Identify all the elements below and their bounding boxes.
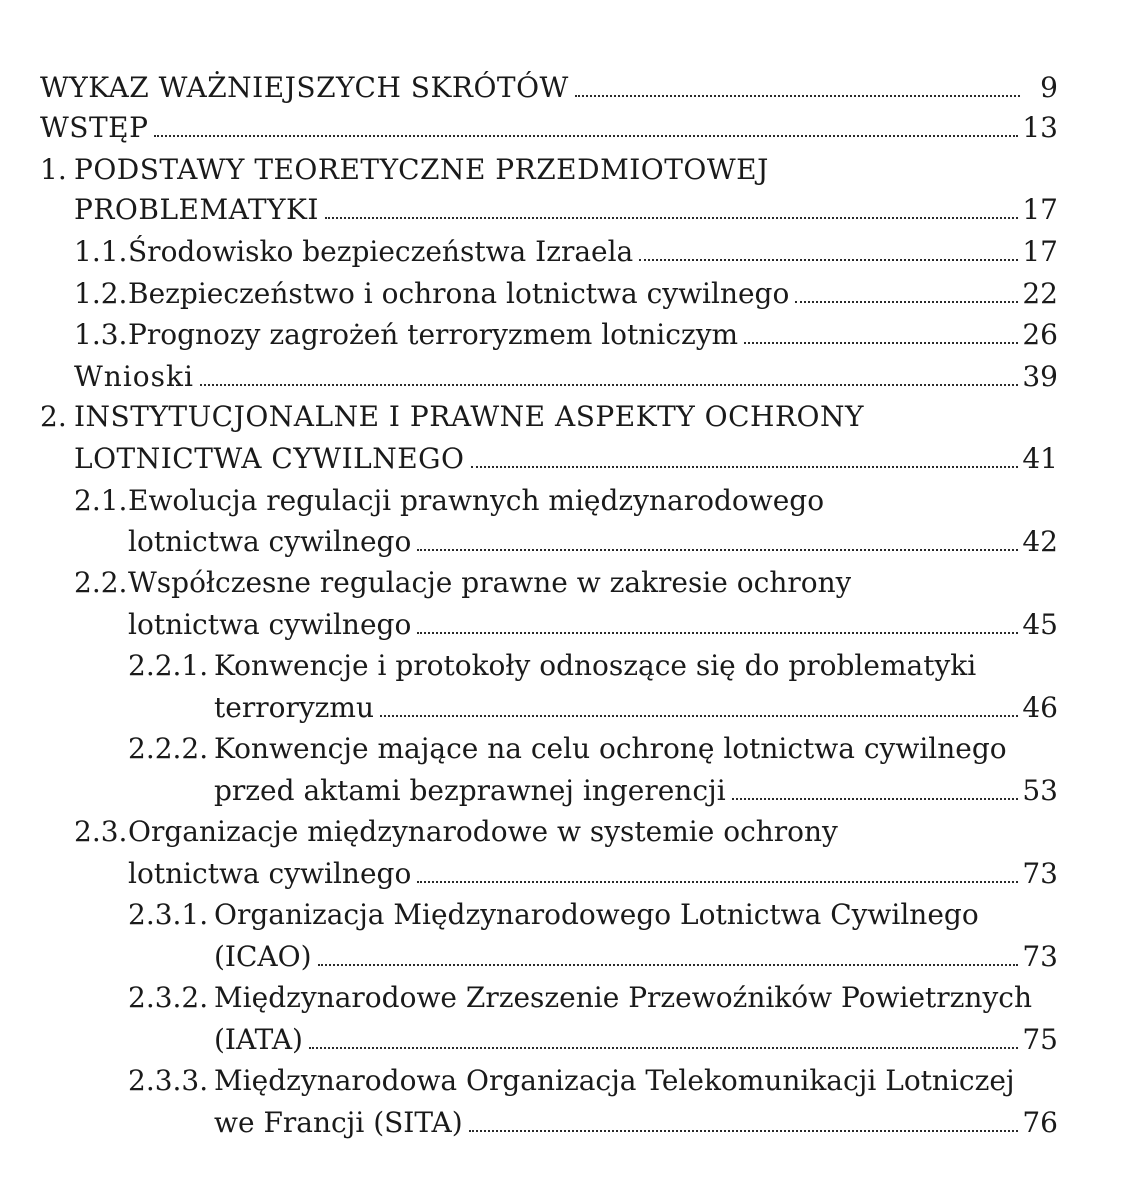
toc-entry-title-continued: (IATA)	[214, 1023, 303, 1056]
dot-leader	[744, 341, 1018, 344]
toc-entry-number: 2.3.1.	[128, 898, 209, 931]
dot-leader	[732, 797, 1019, 800]
toc-entry-title: Konwencje i protokoły odnoszące się do problematyki	[214, 649, 977, 682]
toc-subsection-2-2-1-line2[interactable]	[214, 688, 1058, 728]
toc-page-number: 73	[1022, 940, 1058, 973]
toc-page-number: 73	[1022, 857, 1058, 890]
toc-entry-title-continued: lotnictwa cywilnego	[128, 525, 412, 558]
toc-entry-title: Prognozy zagrożeń terroryzmem lotniczym	[128, 318, 739, 351]
toc-chapter-1-line1[interactable]	[40, 150, 1058, 190]
toc-chapter-2-line2[interactable]	[74, 439, 1058, 479]
dot-leader	[417, 548, 1018, 551]
toc-page-number: 26	[1022, 318, 1058, 351]
toc-entry-number: 2.2.	[74, 566, 128, 599]
toc-page-number: 13	[1022, 111, 1058, 144]
toc-entry-title: INSTYTUCJONALNE I PRAWNE ASPEKTY OCHRONY	[74, 400, 864, 433]
dot-leader	[200, 383, 1018, 386]
toc-subsection-2-3-1-line2[interactable]	[214, 937, 1058, 977]
toc-entry-title-continued: (ICAO)	[214, 940, 312, 973]
toc-page-number: 46	[1022, 691, 1058, 724]
dot-leader	[318, 963, 1019, 966]
toc-entry-title: PODSTAWY TEORETYCZNE PRZEDMIOTOWEJ	[74, 153, 769, 186]
toc-entry-title: Międzynarodowa Organizacja Telekomunikacji Lotniczej	[214, 1064, 1015, 1097]
toc-page-number: 9	[1040, 71, 1058, 104]
toc-page-number: 75	[1022, 1023, 1058, 1056]
toc-section-2-2-line2[interactable]	[128, 605, 1058, 645]
toc-entry-number: 2.3.	[74, 815, 128, 848]
toc-page-number: 42	[1022, 525, 1058, 558]
toc-entry-title: Środowisko bezpieczeństwa Izraela	[128, 235, 634, 268]
toc-entry-number: 2.2.1.	[128, 649, 209, 682]
toc-section-2-1-line1[interactable]	[74, 481, 1058, 521]
toc-section-1-2[interactable]	[74, 274, 1058, 314]
toc-page-number: 17	[1022, 235, 1058, 268]
toc-page-number: 41	[1022, 442, 1058, 475]
toc-entry-number: 2.1.	[74, 484, 128, 517]
toc-subsection-2-3-3-line1[interactable]	[128, 1061, 1058, 1101]
dot-leader	[380, 714, 1018, 717]
toc-page-number: 76	[1022, 1106, 1058, 1139]
dot-leader	[417, 631, 1018, 634]
dot-leader	[154, 134, 1018, 137]
toc-subsection-2-3-3-line2[interactable]	[214, 1103, 1058, 1143]
toc-subsection-2-3-2-line1[interactable]	[128, 978, 1058, 1018]
toc-section-2-1-line2[interactable]	[128, 522, 1058, 562]
toc-entry-title-continued: LOTNICTWA CYWILNEGO	[74, 442, 465, 475]
toc-page-number: 22	[1022, 277, 1058, 310]
toc-entry-number: 2.2.2.	[128, 732, 209, 765]
toc-entry-title: Wnioski	[74, 360, 194, 393]
toc-entry-title-continued: PROBLEMATYKI	[74, 193, 319, 226]
toc-entry-title: Organizacja Międzynarodowego Lotnictwa Cywilnego	[214, 898, 979, 931]
toc-section-1-3[interactable]	[74, 315, 1058, 355]
toc-subsection-2-2-2-line2[interactable]	[214, 771, 1058, 811]
toc-entry-number: 2.3.2.	[128, 981, 209, 1014]
toc-entry-title-continued: lotnictwa cywilnego	[128, 608, 412, 641]
dot-leader	[795, 300, 1018, 303]
toc-entry-number: 1.2.	[74, 277, 128, 310]
toc-entry-title-continued: lotnictwa cywilnego	[128, 857, 412, 890]
toc-entry-title-continued: przed aktami bezprawnej ingerencji	[214, 774, 726, 807]
toc-page-number: 39	[1022, 360, 1058, 393]
toc-chapter-1-line2[interactable]	[74, 190, 1058, 230]
toc-chapter-2-line1[interactable]	[40, 397, 1058, 437]
toc-entry-number: 2.3.3.	[128, 1064, 209, 1097]
toc-subsection-2-3-2-line2[interactable]	[214, 1020, 1058, 1060]
toc-section-2-3-line1[interactable]	[74, 812, 1058, 852]
toc-entry-number: 2.	[40, 400, 67, 433]
dot-leader	[309, 1046, 1018, 1049]
toc-entry-number: 1.1.	[74, 235, 128, 268]
dot-leader	[417, 880, 1018, 883]
toc-section-2-3-line2[interactable]	[128, 854, 1058, 894]
toc-conclusions[interactable]	[74, 357, 1058, 397]
toc-entry-title: WSTĘP	[40, 111, 149, 144]
toc-entry-title: Konwencje mające na celu ochronę lotnictwa cywilnego	[214, 732, 1007, 765]
toc-page-number: 53	[1022, 774, 1058, 807]
toc-entry-abbreviations[interactable]	[40, 68, 1058, 108]
dot-leader	[639, 258, 1018, 261]
toc-entry-title: Bezpieczeństwo i ochrona lotnictwa cywilnego	[128, 277, 790, 310]
toc-entry-title: Współczesne regulacje prawne w zakresie ochrony	[128, 566, 852, 599]
dot-leader	[469, 1129, 1019, 1132]
toc-subsection-2-3-1-line1[interactable]	[128, 895, 1058, 935]
toc-entry-title: WYKAZ WAŻNIEJSZYCH SKRÓTÓW	[40, 71, 569, 104]
toc-entry-number: 1.	[40, 153, 67, 186]
dot-leader	[325, 216, 1018, 219]
dot-leader	[575, 94, 1020, 97]
toc-entry-title: Międzynarodowe Zrzeszenie Przewoźników Powietrznych	[214, 981, 1033, 1014]
toc-entry-title: Ewolucja regulacji prawnych międzynarodowego	[128, 484, 825, 517]
toc-subsection-2-2-2-line1[interactable]	[128, 729, 1058, 769]
toc-subsection-2-2-1-line1[interactable]	[128, 646, 1058, 686]
toc-entry-title-continued: terroryzmu	[214, 691, 374, 724]
toc-section-1-1[interactable]	[74, 232, 1058, 272]
dot-leader	[471, 465, 1019, 468]
toc-entry-title: Organizacje międzynarodowe w systemie ochrony	[128, 815, 838, 848]
toc-section-2-2-line1[interactable]	[74, 563, 1058, 603]
toc-page-number: 45	[1022, 608, 1058, 641]
toc-entry-introduction[interactable]	[40, 108, 1058, 148]
toc-page-number: 17	[1022, 193, 1058, 226]
toc-entry-number: 1.3.	[74, 318, 128, 351]
toc-entry-title-continued: we Francji (SITA)	[214, 1106, 463, 1139]
